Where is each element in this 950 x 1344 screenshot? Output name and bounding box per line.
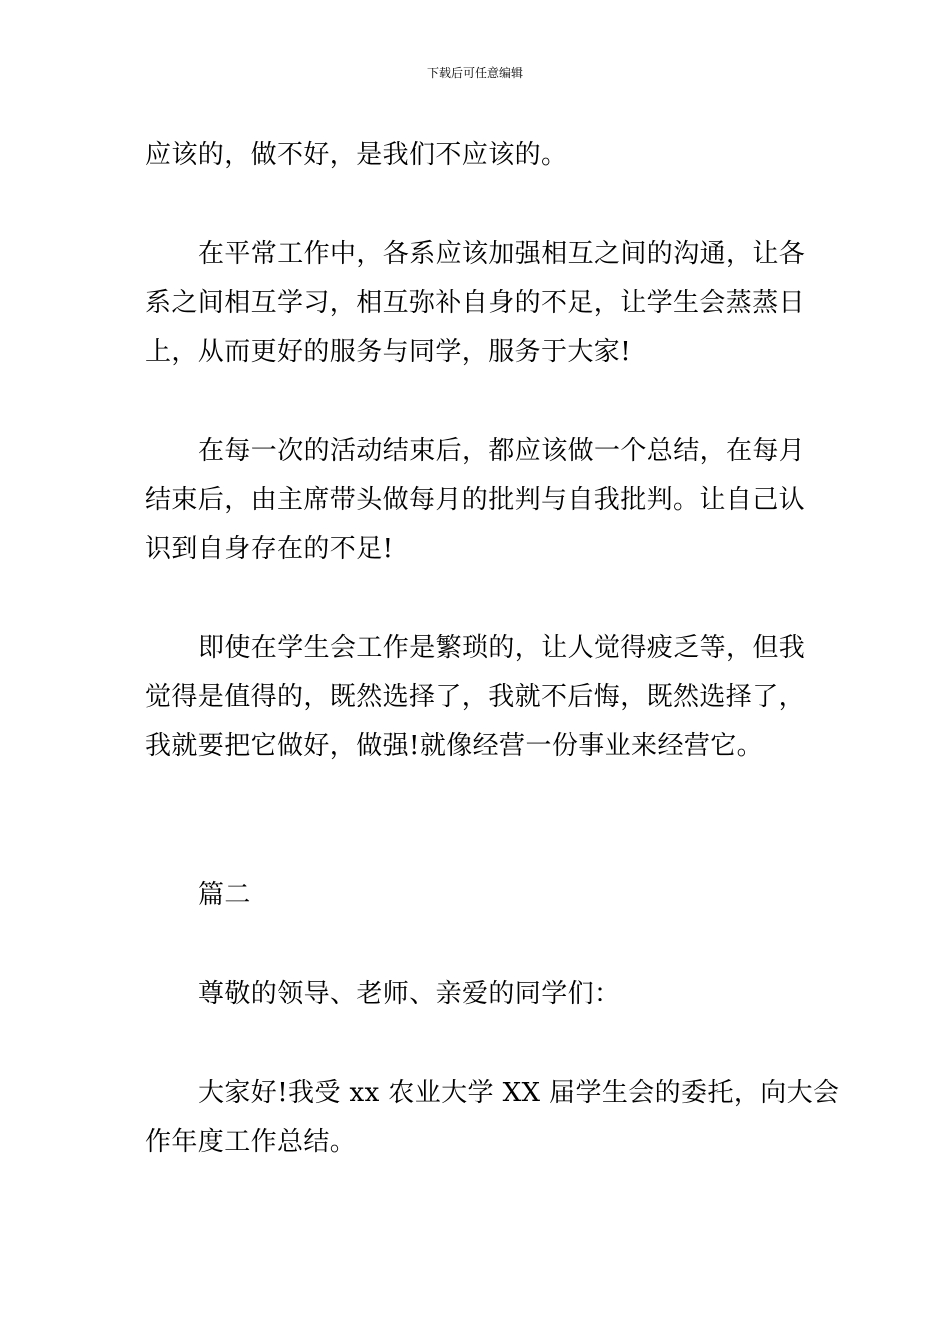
- text-line: 即使在学生会工作是繁琐的，让人觉得疲乏等，但我: [198, 633, 806, 663]
- text-line: 在每一次的活动结束后，都应该做一个总结，在每月: [198, 436, 806, 466]
- page-header: 下载后可任意编辑: [426, 66, 523, 80]
- text-line: 篇二: [198, 880, 251, 910]
- document-body: [145, 131, 840, 1167]
- text-line: 作年度工作总结。: [145, 1127, 357, 1157]
- text-line: 应该的，做不好，是我们不应该的。: [145, 140, 568, 170]
- text-line: 大家好!我受 xx 农业大学 XX 届学生会的委托，向大会: [198, 1078, 840, 1108]
- text-line: 上，从而更好的服务与同学，服务于大家!: [145, 337, 632, 367]
- paragraph-salutation: [145, 970, 810, 1019]
- text-line: 结束后，由主席带头做每月的批判与自我批判。让自己认: [145, 485, 806, 515]
- paragraph-communication: [145, 230, 810, 377]
- text-line: 识到自身存在的不足!: [145, 534, 394, 564]
- text-line: 我就要把它做好，做强!就像经营一份事业来经营它。: [145, 731, 764, 761]
- text-line: 系之间相互学习，相互弥补自身的不足，让学生会蒸蒸日: [145, 288, 806, 318]
- text-line: 尊敬的领导、老师、亲爱的同学们：: [198, 979, 621, 1009]
- paragraph-greeting: [145, 1069, 840, 1167]
- text-line: 在平常工作中，各系应该加强相互之间的沟通，让各: [198, 239, 806, 269]
- paragraph-commitment: [145, 624, 810, 771]
- paragraph-continuation: [145, 131, 810, 180]
- paragraph-summary: [145, 427, 810, 574]
- section-heading: [145, 871, 810, 920]
- text-line: 觉得是值得的，既然选择了，我就不后悔，既然选择了，: [145, 682, 806, 712]
